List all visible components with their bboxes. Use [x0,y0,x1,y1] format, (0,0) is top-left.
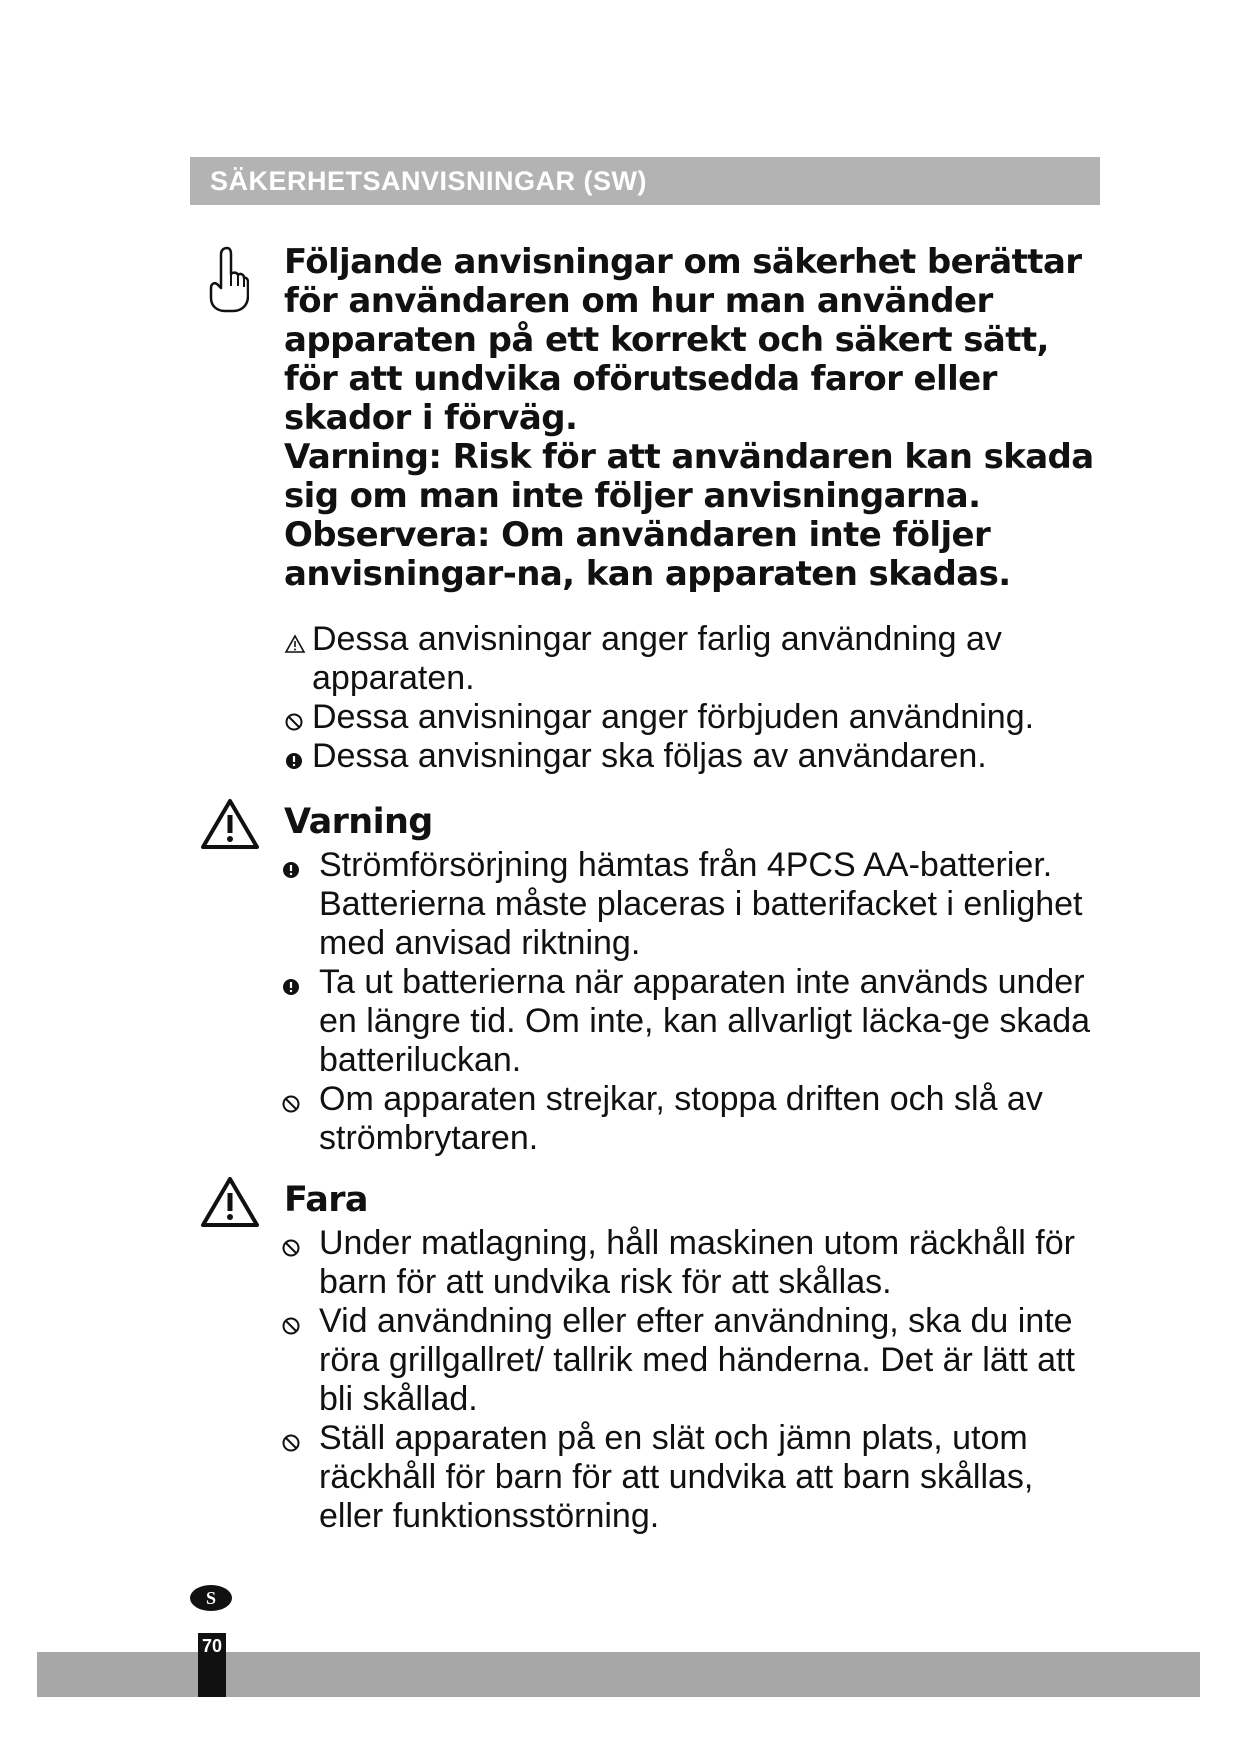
list-item [281,963,1097,1080]
varning-list [281,846,1097,1158]
fara-list [281,1224,1097,1536]
mandatory-icon [281,977,301,997]
varning-title: Varning [284,802,433,842]
danger-triangle-icon [200,1176,260,1228]
legend-item-mandatory [284,737,1100,776]
page-number: 70 [198,1633,226,1697]
warning-small-icon [284,634,306,654]
list-item [281,1224,1097,1302]
list-item-text: Under matlagning, håll maskinen utom räckhåll för barn för att undvika risk för att skållas. [319,1224,1075,1301]
mandatory-icon [281,860,301,880]
prohibited-icon [284,712,304,732]
legend-text: Dessa anvisningar anger förbjuden användning. [312,698,1035,736]
definitions-block [284,438,1100,594]
list-item [281,1419,1097,1536]
intro-text: Följande anvisningar om säkerhet berättar för användaren om hur man använder apparaten på ett korrekt och säkert sätt, för att undvika oförutsedda faror eller skador i förväg. [284,242,1082,438]
list-item-text: Om apparaten strejkar, stoppa driften och slå av strömbrytaren. [319,1080,1043,1157]
language-badge: S [190,1585,232,1611]
section-header-title: SÄKERHETSANVISNINGAR (SW) [210,166,648,196]
list-item [281,1080,1097,1158]
list-item-text: Strömförsörjning hämtas från 4PCS AA-batterier. Batterierna måste placeras i batterifacket i enlighet med anvisad riktning. [319,846,1083,962]
warning-triangle-icon [200,798,260,850]
list-item [281,1302,1097,1419]
pointing-finger-icon [205,244,249,314]
symbol-legend [284,620,1100,776]
legend-item-warning [284,620,1100,698]
list-item [281,846,1097,963]
caution-definition: Observera: Om användaren inte följer anvisningar-na, kan apparaten skadas. [284,515,1011,594]
legend-item-prohibited [284,698,1100,737]
section-header [190,157,1100,205]
prohibited-icon [281,1238,301,1258]
legend-text: Dessa anvisningar anger farlig användning av apparaten. [312,620,1002,697]
list-item-text: Ta ut batterierna när apparaten inte används under en längre tid. Om inte, kan allvarligt läcka-ge skada batteriluckan. [319,963,1091,1079]
list-item-text: Ställ apparaten på en slät och jämn plats, utom räckhåll för barn för att undvika att barn skållas, eller funktionsstörning. [319,1419,1034,1535]
warning-definition: Varning: Risk för att användaren kan skada sig om man inte följer anvisningarna. [284,437,1094,516]
prohibited-icon [281,1094,301,1114]
fara-title: Fara [284,1180,368,1220]
prohibited-icon [281,1316,301,1336]
prohibited-icon [281,1433,301,1453]
legend-text: Dessa anvisningar ska följas av användaren. [312,737,987,775]
list-item-text: Vid användning eller efter användning, ska du inte röra grillgallret/ tallrik med händerna. Det är lätt att bli skållad. [319,1302,1075,1418]
mandatory-icon [284,751,304,771]
